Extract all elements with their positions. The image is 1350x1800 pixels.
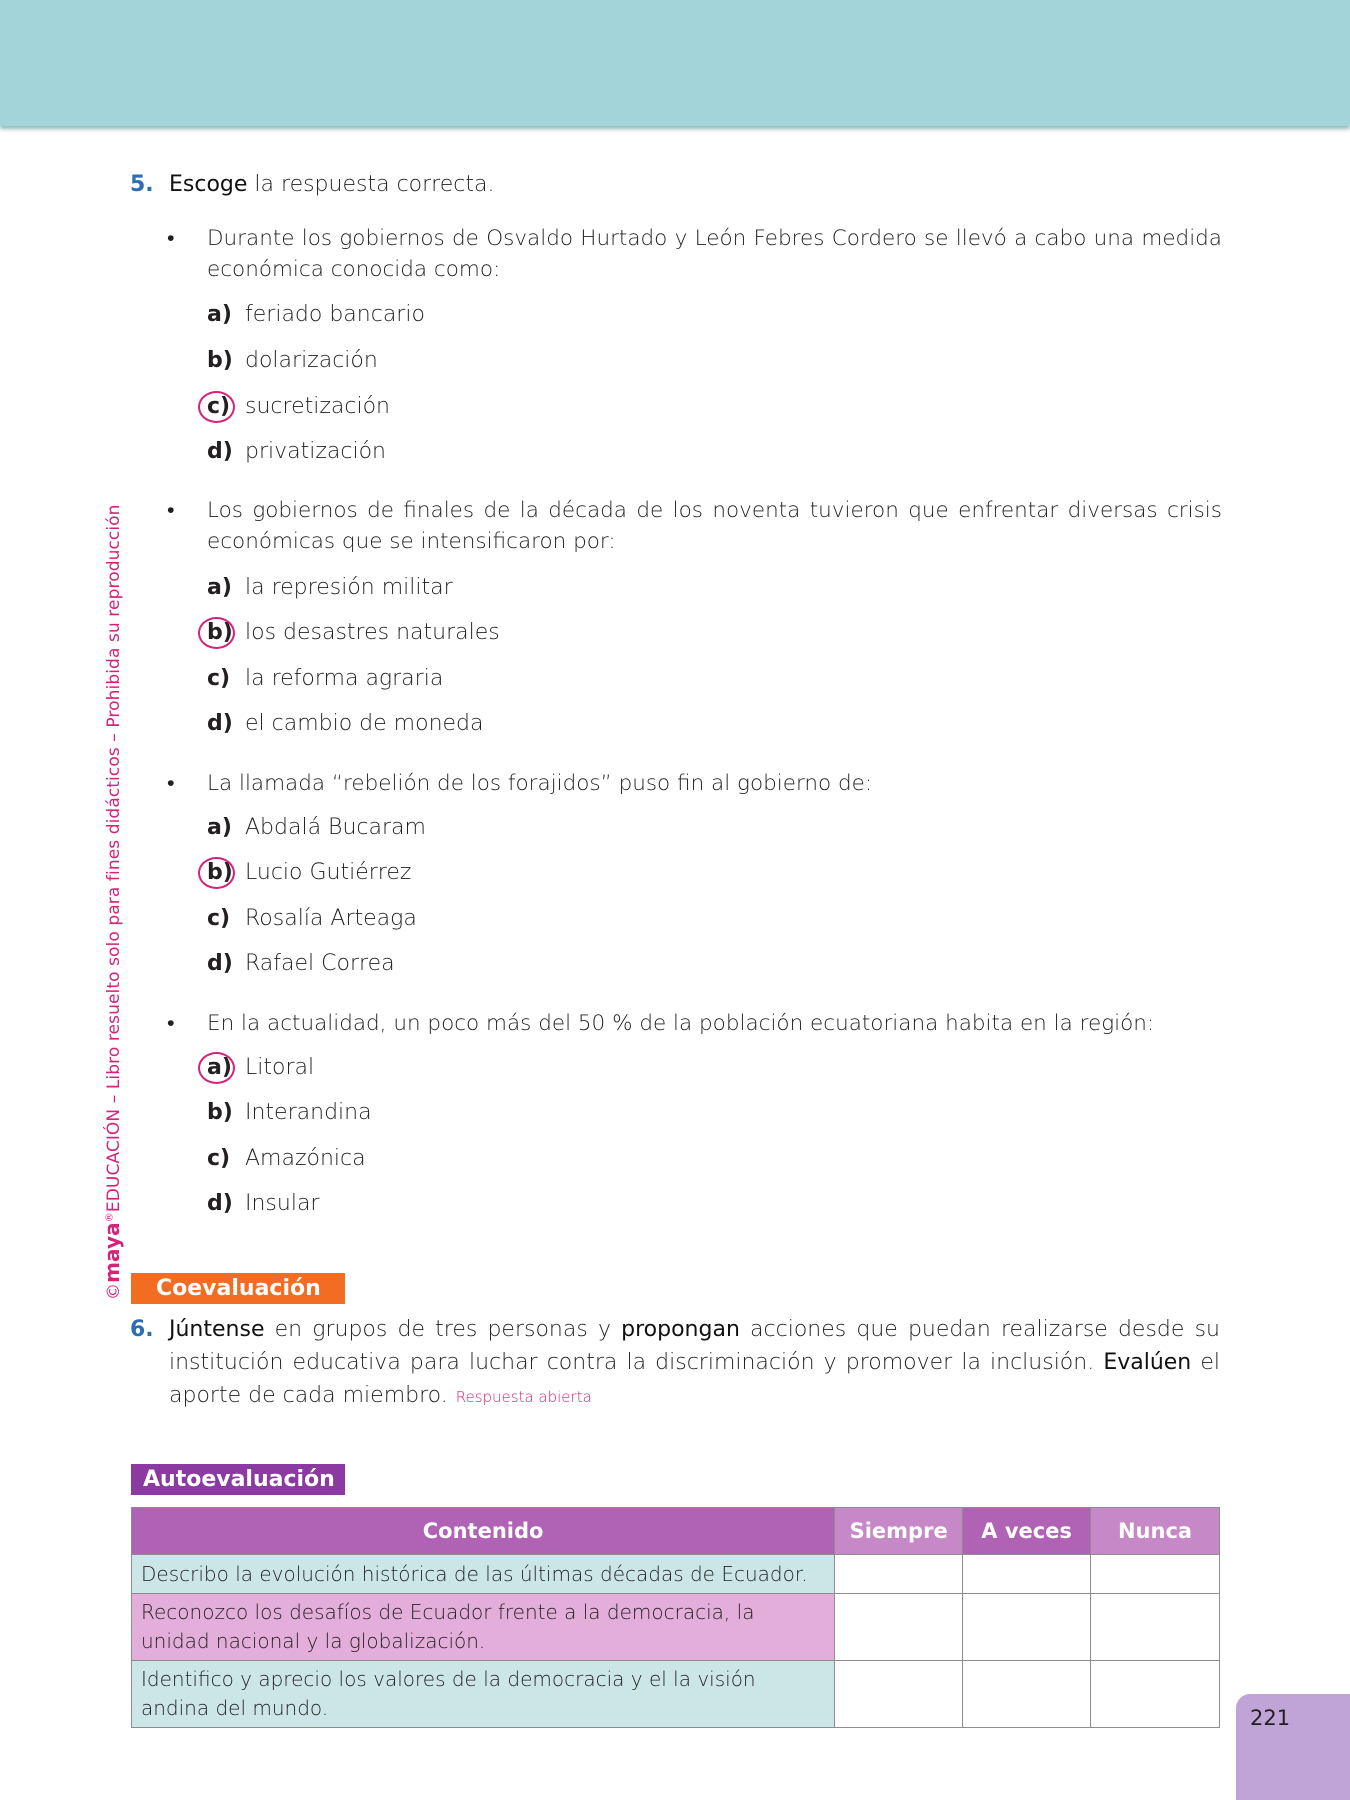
question-item [167, 768, 1222, 799]
option-text: Insular [245, 1191, 320, 1216]
question-item [167, 495, 1222, 557]
option-letter: c) [207, 666, 231, 691]
bullet-icon: • [167, 498, 175, 523]
option-letter: b) [207, 860, 233, 885]
instruction-text: el aporte de cada miembro. [169, 1350, 1220, 1408]
content-cell: Reconozco los desafíos de Ecuador frente a la democracia, la unidad nacional y la globalización. [132, 1594, 835, 1661]
selected-answer-circle [198, 857, 235, 889]
selected-answer-circle [198, 617, 235, 649]
self-evaluation-table [131, 1507, 1220, 1728]
option-text: Abdalá Bucaram [245, 815, 426, 840]
option-letter: d) [207, 1191, 233, 1216]
header-band [0, 0, 1350, 126]
table-row [132, 1661, 1220, 1728]
option-letter: b) [207, 1100, 233, 1125]
table-row [132, 1594, 1220, 1661]
answer-note: Respuesta abierta [455, 1388, 592, 1406]
option-text: Interandina [245, 1100, 372, 1125]
siempre-cell[interactable] [835, 1661, 963, 1728]
option-c[interactable] [207, 664, 443, 694]
option-a[interactable] [207, 813, 426, 843]
option-text: el cambio de moneda [245, 711, 484, 736]
notice-text: EDUCACIÓN – Libro resuelto solo para fines didácticos – Prohibida su reproducción [104, 504, 124, 1213]
option-text: privatización [245, 439, 387, 464]
option-a[interactable] [207, 300, 425, 330]
option-text: Amazónica [245, 1146, 366, 1171]
option-c[interactable] [207, 904, 417, 934]
option-text: la reforma agraria [245, 666, 444, 691]
selected-answer-circle [198, 1052, 235, 1084]
option-d[interactable] [207, 709, 484, 739]
option-letter: a) [207, 575, 232, 600]
nunca-cell[interactable] [1091, 1661, 1220, 1728]
coevaluacion-badge: Coevaluación [131, 1273, 345, 1304]
selected-answer-circle [198, 391, 235, 423]
question-6 [130, 1313, 1220, 1414]
option-d[interactable] [207, 1189, 319, 1219]
question-number: 6. [130, 1317, 154, 1342]
nunca-cell[interactable] [1091, 1555, 1220, 1594]
option-letter: b) [207, 348, 233, 373]
instruction-verb: Evalúen [1103, 1350, 1192, 1375]
instruction-text: la respuesta correcta. [247, 172, 495, 197]
option-letter: b) [207, 620, 233, 645]
table-row [132, 1555, 1220, 1594]
copyright-symbol: © [104, 1282, 124, 1300]
bullet-icon: • [167, 771, 175, 796]
registered-symbol: ® [104, 1212, 116, 1223]
instruction-text: acciones que puedan realizarse desde su institución educativa para luchar contra la discriminación y promover la inclusión. [169, 1317, 1220, 1375]
option-text: dolarización [245, 348, 378, 373]
instruction-verb: Escoge [169, 172, 248, 197]
option-letter: c) [207, 906, 231, 931]
question-5-heading [130, 170, 494, 200]
option-letter: d) [207, 711, 233, 736]
column-header-nunca: Nunca [1091, 1508, 1220, 1555]
bullet-icon: • [167, 1011, 175, 1036]
option-b-selected[interactable] [207, 618, 500, 648]
option-text: Litoral [245, 1055, 315, 1080]
option-c-selected[interactable] [207, 392, 390, 422]
bullet-icon: • [167, 226, 175, 251]
instruction-verb: Júntense [169, 1317, 265, 1342]
a-veces-cell[interactable] [963, 1555, 1091, 1594]
copyright-notice [100, 504, 124, 1300]
table-header-row [132, 1508, 1220, 1555]
instruction-text: en grupos de tres personas y [264, 1317, 622, 1342]
instruction-verb: propongan [621, 1317, 740, 1342]
column-header-contenido: Contenido [132, 1508, 835, 1555]
option-a[interactable] [207, 573, 453, 603]
option-text: Rosalía Arteaga [245, 906, 417, 931]
nunca-cell[interactable] [1091, 1594, 1220, 1661]
siempre-cell[interactable] [835, 1594, 963, 1661]
option-letter: a) [207, 1055, 232, 1080]
option-a-selected[interactable] [207, 1053, 314, 1083]
option-c[interactable] [207, 1144, 366, 1174]
page-number-tab [1236, 1694, 1350, 1800]
option-letter: d) [207, 439, 233, 464]
autoevaluacion-badge: Autoevaluación [131, 1464, 345, 1495]
question-text: La llamada “rebelión de los forajidos” puso fin al gobierno de: [207, 771, 873, 796]
a-veces-cell[interactable] [963, 1661, 1091, 1728]
question-text: Durante los gobiernos de Osvaldo Hurtado y León Febres Cordero se llevó a cabo una medida económica conocida como: [207, 226, 1222, 282]
question-item [167, 223, 1222, 285]
option-text: la represión militar [245, 575, 453, 600]
content-cell: Describo la evolución histórica de las últimas décadas de Ecuador. [132, 1555, 835, 1594]
content-cell: Identifico y aprecio los valores de la democracia y el la visión andina del mundo. [132, 1661, 835, 1728]
siempre-cell[interactable] [835, 1555, 963, 1594]
question-item [167, 1008, 1222, 1039]
page-number: 221 [1250, 1706, 1291, 1730]
question-6-text [169, 1313, 1220, 1414]
brand-logo-text: maya [100, 1222, 124, 1283]
option-text: los desastres naturales [245, 620, 500, 645]
column-header-a-veces: A veces [963, 1508, 1091, 1555]
option-d[interactable] [207, 949, 395, 979]
option-letter: c) [207, 394, 231, 419]
a-veces-cell[interactable] [963, 1594, 1091, 1661]
option-b-selected[interactable] [207, 858, 411, 888]
option-text: Rafael Correa [245, 951, 395, 976]
option-letter: c) [207, 1146, 231, 1171]
option-text: Lucio Gutiérrez [245, 860, 412, 885]
question-number: 5. [130, 172, 154, 197]
option-b[interactable] [207, 1098, 372, 1128]
option-d[interactable] [207, 437, 386, 467]
option-letter: d) [207, 951, 233, 976]
option-text: sucretización [245, 394, 390, 419]
question-text: Los gobiernos de finales de la década de los noventa tuvieron que enfrentar diversas crisis económicas que se intensificaron por: [207, 498, 1222, 554]
option-letter: a) [207, 815, 232, 840]
column-header-siempre: Siempre [835, 1508, 963, 1555]
option-b[interactable] [207, 346, 378, 376]
option-text: feriado bancario [245, 302, 425, 327]
question-text: En la actualidad, un poco más del 50 % de la población ecuatoriana habita en la región: [207, 1011, 1155, 1036]
option-letter: a) [207, 302, 232, 327]
